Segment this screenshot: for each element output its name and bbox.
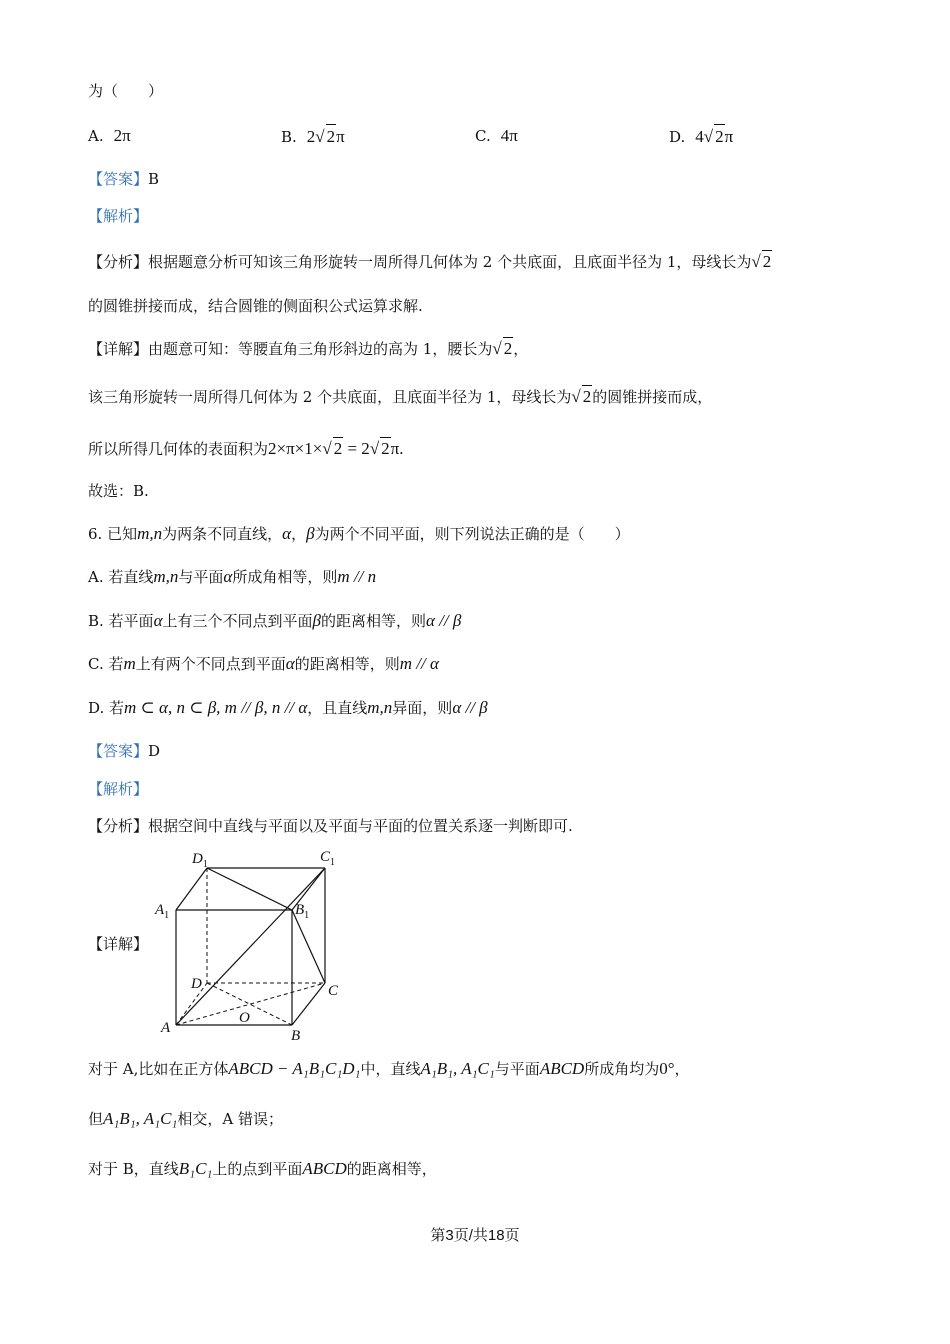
label-o: O bbox=[239, 1010, 250, 1026]
q6-option-c: C. 若m上有两个不同点到平面α的距离相等，则m // α bbox=[88, 654, 439, 673]
guxuan-1: 故选：B. bbox=[88, 482, 149, 500]
fenxi-1a: 【分析】根据题意分析可知该三角形旋转一周所得几何体为 2 个共底面，且底面半径为 1，母线长为√ 2 bbox=[88, 252, 772, 271]
label-d: D bbox=[191, 976, 202, 992]
option-d: D. 4√ 2π bbox=[669, 124, 733, 149]
xiangjie-1: 【详解】由题意可知：等腰直角三角形斜边的高为 1，腰长为√ 2， bbox=[88, 339, 529, 358]
xiangjie-2: 该三角形旋转一周所得几何体为 2 个共底面，且底面半径为 1，母线长为√ 2的圆锥拼接而成， bbox=[88, 387, 713, 406]
label-a: A bbox=[161, 1020, 171, 1036]
answer-2: 【答案】D bbox=[88, 742, 161, 760]
label-a1: $A_1$ bbox=[155, 902, 170, 921]
q6-option-b: B. 若平面α上有三个不同点到平面β的距离相等，则α // β bbox=[88, 611, 462, 630]
question-6: 6. 已知m,n为两条不同直线，α，β为两个不同平面，则下列说法正确的是（ ） bbox=[88, 524, 630, 543]
fenxi-1b: 的圆锥拼接而成，结合圆锥的侧面积公式运算求解. bbox=[88, 297, 423, 315]
dan-line: 但A₁B₁, A₁C₁相交，A 错误； bbox=[88, 1109, 283, 1128]
answer-1: 【答案】B bbox=[88, 170, 160, 188]
label-d1: $D_1$ bbox=[192, 851, 208, 870]
q6-option-d: D. 若m ⊂ α, n ⊂ β, m // β, n // α，且直线m,n异面，则α // β bbox=[88, 698, 488, 717]
dui-b: 对于 B，直线B₁C₁上的点到平面ABCD的距离相等， bbox=[88, 1159, 437, 1178]
analysis-heading-1: 【解析】 bbox=[88, 207, 149, 225]
xiangjie-label-2: 【详解】 bbox=[88, 935, 149, 953]
option-a: A. 2π bbox=[88, 126, 131, 145]
label-c: C bbox=[328, 983, 339, 999]
label-c1: $C_1$ bbox=[320, 849, 336, 868]
label-b1: $B_1$ bbox=[295, 902, 310, 921]
dui-a: 对于 A,比如在正方体ABCD − A₁B₁C₁D₁中，直线A₁B₁, A₁C₁与平面ABCD所成角均为0°， bbox=[88, 1059, 690, 1078]
option-c: C. 4π bbox=[475, 126, 518, 145]
q6-option-a: A. 若直线m,n与平面α所成角相等，则m // n bbox=[88, 567, 377, 586]
cube-figure bbox=[150, 843, 350, 1043]
page-footer: 第3页/共18页 bbox=[430, 1227, 520, 1244]
label-b: B bbox=[291, 1028, 301, 1043]
analysis-heading-2: 【解析】 bbox=[88, 780, 149, 798]
xiangjie-3: 所以所得几何体的表面积为2×π×1×√ 2 = 2√ 2π. bbox=[88, 439, 404, 458]
fenxi-2: 【分析】根据空间中直线与平面以及平面与平面的位置关系逐一判断即可. bbox=[88, 817, 573, 835]
question-tail: 为（ ） bbox=[88, 82, 164, 100]
option-b: B. 2√ 2π bbox=[281, 124, 345, 149]
